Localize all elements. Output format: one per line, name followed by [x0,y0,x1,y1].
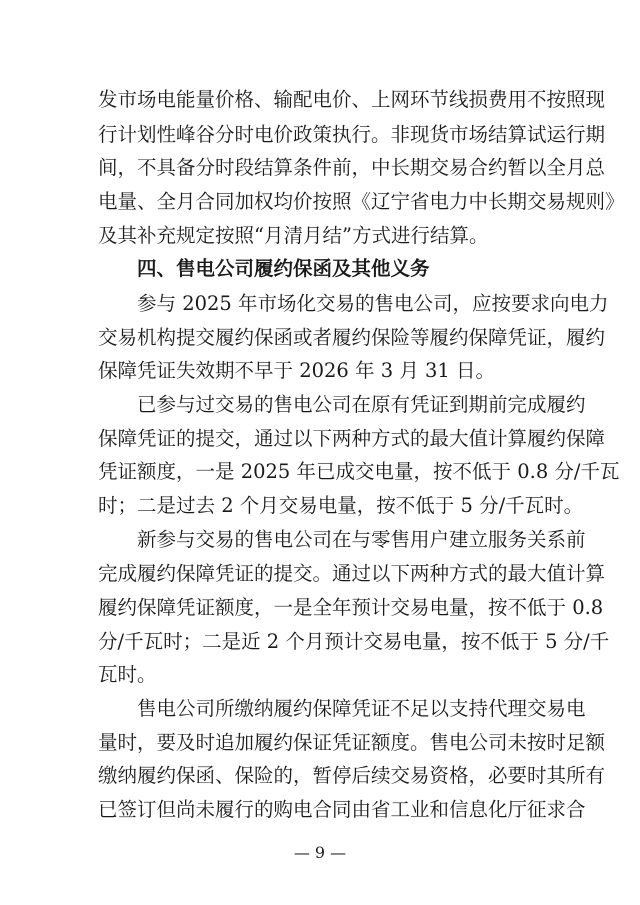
text-line: 已签订但尚未履行的购电合同由省工业和信息化厅征求合 [98,798,586,821]
text-line: 瓦时。 [98,663,157,686]
text-line: 缴纳履约保函、保险的，暂停后续交易资格，必要时其所有 [98,764,606,787]
text-line: 新参与交易的售电公司在与零售用户建立服务关系前 [137,528,586,551]
text-line: 交易机构提交履约保函或者履约保险等履约保障凭证，履约 [98,326,606,349]
text-line: 分/千瓦时；二是近 2 个月预计交易电量，按不低于 5 分/千 [98,630,610,653]
text-line: 售电公司所缴纳履约保障凭证不足以支持代理交易电 [137,697,586,720]
text-line: 时；二是过去 2 个月交易电量，按不低于 5 分/千瓦时。 [98,494,584,517]
text-line: 电量、全月合同加权均价按照《辽宁省电力中长期交易规则》 [98,190,625,213]
page-number: — 9 — [293,843,347,862]
text-line: 及其补充规定按照“月清月结”方式进行结算。 [98,224,489,247]
text-line: 完成履约保障凭证的提交。通过以下两种方式的最大值计算 [98,562,606,585]
text-line: 参与 2025 年市场化交易的售电公司，应按要求向电力 [137,292,609,315]
text-line: 行计划性峰谷分时电价政策执行。非现货市场结算试运行期 [98,123,606,146]
text-line: 发市场电能量价格、输配电价、上网环节线损费用不按照现 [98,88,606,111]
text-line: 量时，要及时追加履约保证凭证额度。售电公司未按时足额 [98,731,606,754]
text-line: 保障凭证的提交，通过以下两种方式的最大值计算履约保障 [98,427,606,450]
text-line: 保障凭证失效期不早于 2026 年 3 月 31 日。 [98,359,496,382]
text-line: 间，不具备分时段结算条件前，中长期交易合约暂以全月总 [98,156,606,179]
text-line: 已参与过交易的售电公司在原有凭证到期前完成履约 [137,393,586,416]
section-heading: 四、售电公司履约保函及其他义务 [137,257,430,280]
text-line: 凭证额度，一是 2025 年已成交电量，按不低于 0.8 分/千瓦 [98,460,620,483]
text-line: 履约保障凭证额度，一是全年预计交易电量，按不低于 0.8 [98,596,604,619]
